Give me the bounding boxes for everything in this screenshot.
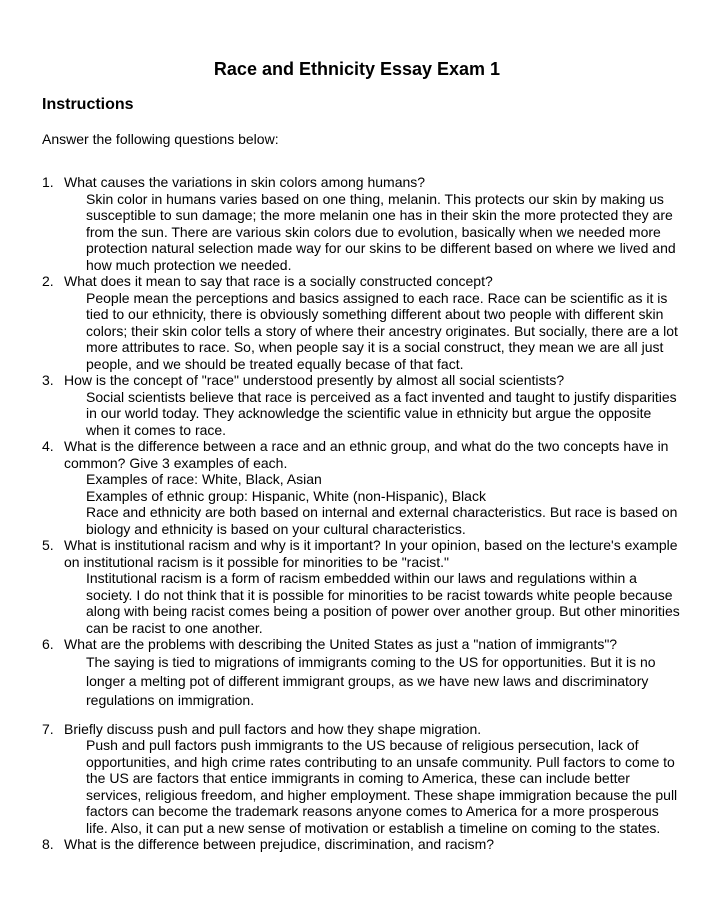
question-text: How is the concept of "race" understood presently by almost all social scientists? — [64, 372, 565, 388]
answer-text: Social scientists believe that race is perceived as a fact invented and taught to justify disparities in our world today. They acknowledge the scientific value in ethnicity but argue the opposite when it comes to race. — [86, 388, 677, 438]
question-text: Briefly discuss push and pull factors and how they shape migration. — [64, 720, 482, 737]
intro-text: Answer the following questions below: — [42, 131, 279, 147]
question-text: What are the problems with describing the United States as just a "nation of immigrants"? — [64, 636, 618, 652]
question-number: 8. — [42, 836, 54, 852]
question-item — [42, 174, 682, 273]
answer-block — [64, 570, 682, 636]
question-number: 5. — [42, 537, 54, 553]
question-text: What causes the variations in skin colors among humans? — [64, 174, 426, 190]
question-list — [42, 174, 682, 853]
question-item — [42, 636, 682, 710]
answer-text: The saying is tied to migrations of immigrants coming to the US for opportunities. But it is no longer a melting pot of different immigrant groups, as we have new laws and discriminatory regulations on immigration. — [86, 653, 656, 708]
answer-block — [64, 737, 682, 836]
answer-text: People mean the perceptions and basics assigned to each race. Race can be scientific as it is tied to our ethnicity, there is obviously something different about two people with different skin colors; their skin color tells a story of where their ancestry originates. But socially, there are a lot more attributes to race. So, when people say it is a social construct, they mean we are all just people, and we should be treated equally becase of that fact. — [86, 289, 678, 372]
question-number: 6. — [42, 636, 54, 652]
answer-text: Push and pull factors push immigrants to the US because of religious persecution, lack of opportunities, and high crime rates contributing to an unsafe community. Pull factors to come to the US are factors that entice immigrants in coming to America, these can include better services, religious freedom, and higher employment. These shape immigration because the pull factors can become the trademark reasons anyone comes to America for a more prosperous life. Also, it can put a new sense of motivation or establish a timeline on coming to the states. — [86, 737, 678, 836]
question-text: What is the difference between a race and an ethnic group, and what do the two concepts have in common? Give 3 examples of each. — [64, 438, 669, 471]
question-number: 7. — [42, 720, 54, 737]
question-number: 3. — [42, 372, 54, 388]
document-title: Race and Ethnicity Essay Exam 1 — [213, 59, 501, 79]
answer-block — [64, 191, 682, 274]
question-item — [42, 836, 682, 853]
answer-block — [64, 290, 682, 373]
question-item — [42, 273, 682, 372]
question-number: 2. — [42, 273, 54, 289]
answer-text: Institutional racism is a form of racism embedded within our laws and regulations within a society. I do not think that it is possible for minorities to be racist towards white people because along with being racist comes being a position of power over another group. But other minorities can be racist to one another. — [86, 570, 680, 636]
question-text: What does it mean to say that race is a socially constructed concept? — [64, 273, 493, 289]
answer-text: Race and ethnicity are both based on internal and external characteristics. But race is based on biology and ethnicity is based on your cultural characteristics. — [86, 504, 678, 537]
answer-block — [64, 471, 682, 537]
question-item — [42, 372, 682, 438]
answer-block — [64, 389, 682, 439]
answer-text: Skin color in humans varies based on one thing, melanin. This protects our skin by making us susceptible to sun damage; the more melanin one has in their skin the more protected they are from the sun. There are various skin colors due to evolution, basically when we needed more protection natural selection made way for our skins to be different based on where we lived and how much protection we needed. — [86, 190, 676, 273]
question-item — [42, 721, 682, 837]
question-number: 1. — [42, 174, 54, 190]
question-item — [42, 537, 682, 636]
question-text: What is the difference between prejudice, discrimination, and racism? — [64, 836, 495, 852]
race-examples: Examples of race: White, Black, Asian — [86, 471, 322, 487]
answer-block — [64, 653, 682, 710]
section-heading: Instructions — [42, 96, 134, 113]
question-number: 4. — [42, 438, 54, 454]
question-text: What is institutional racism and why is it important? In your opinion, based on the lecture's example on institutional racism is it possible for minorities to be "racist." — [64, 537, 678, 570]
question-item — [42, 438, 682, 537]
ethnic-group-examples: Examples of ethnic group: Hispanic, White (non-Hispanic), Black — [86, 487, 486, 504]
